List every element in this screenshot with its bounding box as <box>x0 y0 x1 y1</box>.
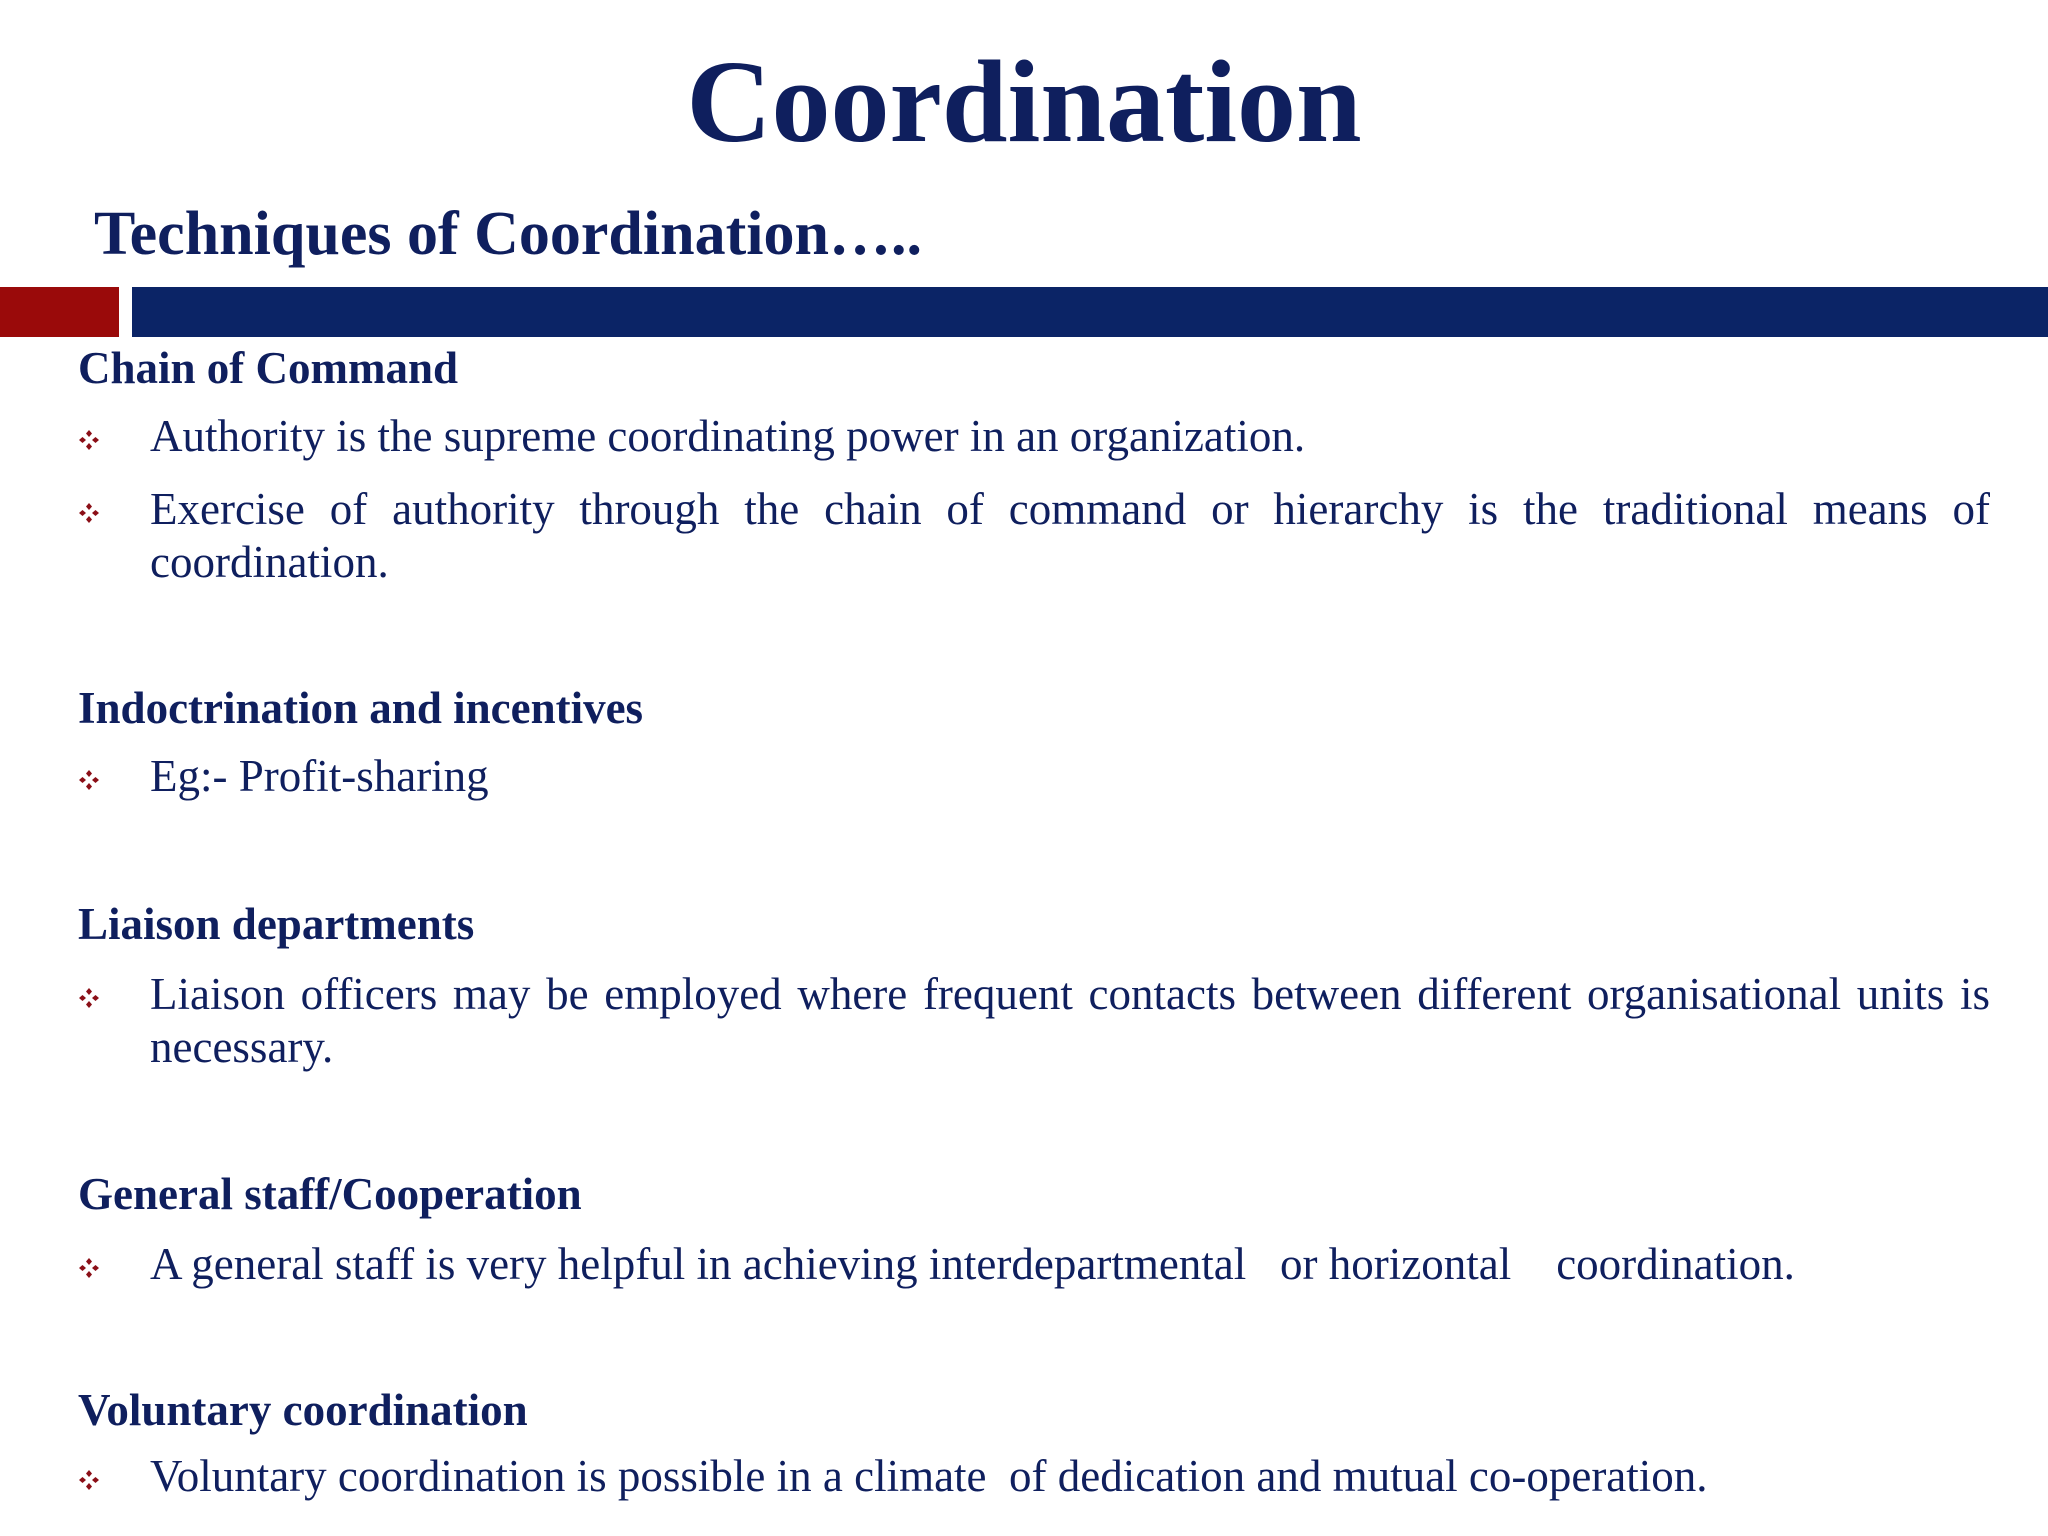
section-heading: Liaison departments <box>78 899 475 949</box>
section-liaison-departments <box>78 896 1990 1074</box>
four-diamond-bullet-icon <box>78 1469 100 1491</box>
accent-bar-red <box>0 287 119 337</box>
section-heading: Voluntary coordination <box>78 1385 528 1435</box>
bullet-text: A general staff is very helpful in achieving interdepartmental or horizontal coordination. <box>150 1239 1795 1289</box>
bullet-text: Liaison officers may be employed where frequent contacts between different organisational units is necessary. <box>150 969 1990 1072</box>
four-diamond-bullet-icon <box>78 769 100 791</box>
bullet-item <box>78 750 1990 803</box>
four-diamond-bullet-icon <box>78 1257 100 1279</box>
bullet-list <box>78 968 1990 1074</box>
accent-bar-blue <box>132 287 2048 337</box>
bullet-item <box>78 483 1990 589</box>
bullet-list <box>78 410 1990 589</box>
section-general-staff <box>78 1166 1990 1291</box>
section-heading: General staff/Cooperation <box>78 1169 582 1219</box>
four-diamond-bullet-icon <box>78 429 100 451</box>
section-chain-of-command <box>78 340 1990 589</box>
bullet-text: Voluntary coordination is possible in a climate of dedication and mutual co-operation. <box>150 1451 1708 1501</box>
bullet-list <box>78 1450 1990 1503</box>
section-voluntary-coordination <box>78 1382 1990 1503</box>
four-diamond-bullet-icon <box>78 502 100 524</box>
bullet-item <box>78 410 1990 463</box>
bullet-text: Exercise of authority through the chain of command or hierarchy is the traditional means of coordination. <box>150 484 1990 587</box>
slide-title: Coordination <box>686 36 1362 167</box>
section-heading: Chain of Command <box>78 343 459 393</box>
four-diamond-bullet-icon <box>78 987 100 1009</box>
bullet-item <box>78 1238 1990 1291</box>
bullet-item <box>78 1450 1990 1503</box>
bullet-list <box>78 1238 1990 1291</box>
bullet-text: Authority is the supreme coordinating power in an organization. <box>150 411 1306 461</box>
bullet-item <box>78 968 1990 1074</box>
slide-subtitle: Techniques of Coordination….. <box>94 200 922 268</box>
bullet-list <box>78 750 1990 803</box>
section-heading: Indoctrination and incentives <box>78 683 644 733</box>
bullet-text: Eg:- Profit-sharing <box>150 751 489 801</box>
section-indoctrination <box>78 680 1990 803</box>
